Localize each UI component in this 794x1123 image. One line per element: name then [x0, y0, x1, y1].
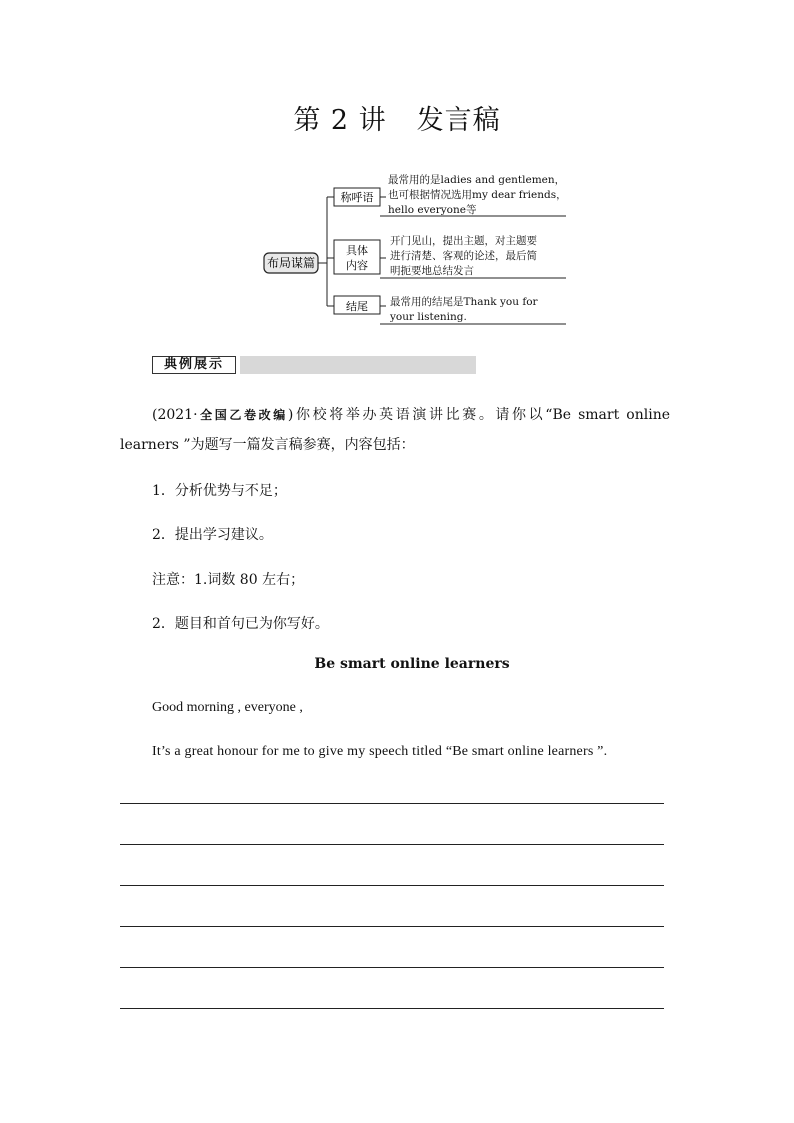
page-title [0, 98, 794, 137]
mindmap-branch-text: 最常用的结尾是Thank you for [390, 296, 538, 308]
essay-greeting: Good morning , everyone , [152, 700, 303, 715]
lesson-number: 第 2 讲 [293, 105, 387, 136]
mindmap-root-label: 布局谋篇 [266, 256, 316, 270]
prompt-year: (2021· [152, 407, 198, 423]
prompt-line-1 [152, 400, 670, 430]
essay-first-sentence: It’s a great honour for me to give my speech titled “Be smart online learners ”. [152, 744, 608, 759]
writing-line[interactable] [120, 803, 664, 804]
prompt-source: 全国乙卷改编 [197, 408, 288, 422]
writing-line[interactable] [120, 926, 664, 927]
note-item-2: 2．题目和首句已为你写好。 [152, 616, 329, 632]
section-header-bar [240, 356, 476, 374]
section-header [152, 356, 476, 374]
writing-line[interactable] [120, 967, 664, 968]
mindmap-branch-text: 进行清楚、客观的论述，最后简 [390, 250, 537, 262]
prompt-line-2: learners ”为题写一篇发言稿参赛，内容包括： [120, 437, 415, 453]
mindmap-branch-text: 明扼要地总结发言 [390, 265, 474, 277]
writing-line[interactable] [120, 844, 664, 845]
note-item-1: 注意：1.词数 80 左右； [152, 572, 305, 588]
lesson-topic: 发言稿 [416, 105, 501, 136]
mindmap-branch-text: 开门见山，提出主题，对主题要 [390, 235, 537, 247]
mindmap-branch-label-greeting: 称呼语 [340, 191, 374, 204]
section-header-label: 典例展示 [152, 356, 236, 374]
mindmap-branch-label-ending: 结尾 [346, 300, 368, 313]
essay-title: Be smart online learners [314, 656, 510, 672]
mindmap-branch-text: 也可根据情况选用my dear friends， [388, 189, 567, 201]
requirement-item-2: 2．提出学习建议。 [152, 527, 273, 543]
mindmap-branch-label-content-2: 内容 [346, 259, 368, 272]
mindmap-branch-text: 最常用的是ladies and gentlemen， [388, 174, 566, 186]
writing-line[interactable] [120, 1008, 664, 1009]
prompt-line-1-text: )你校将举办英语演讲比赛。请你以“Be smart online [287, 407, 670, 423]
mindmap-branch-text: your listening. [390, 311, 467, 323]
mindmap-branch-label-content-1: 具体 [346, 244, 368, 257]
writing-line[interactable] [120, 885, 664, 886]
structure-mindmap [262, 170, 572, 330]
requirement-item-1: 1．分析优势与不足； [152, 483, 287, 499]
mindmap-branch-text: hello everyone等 [388, 204, 477, 216]
